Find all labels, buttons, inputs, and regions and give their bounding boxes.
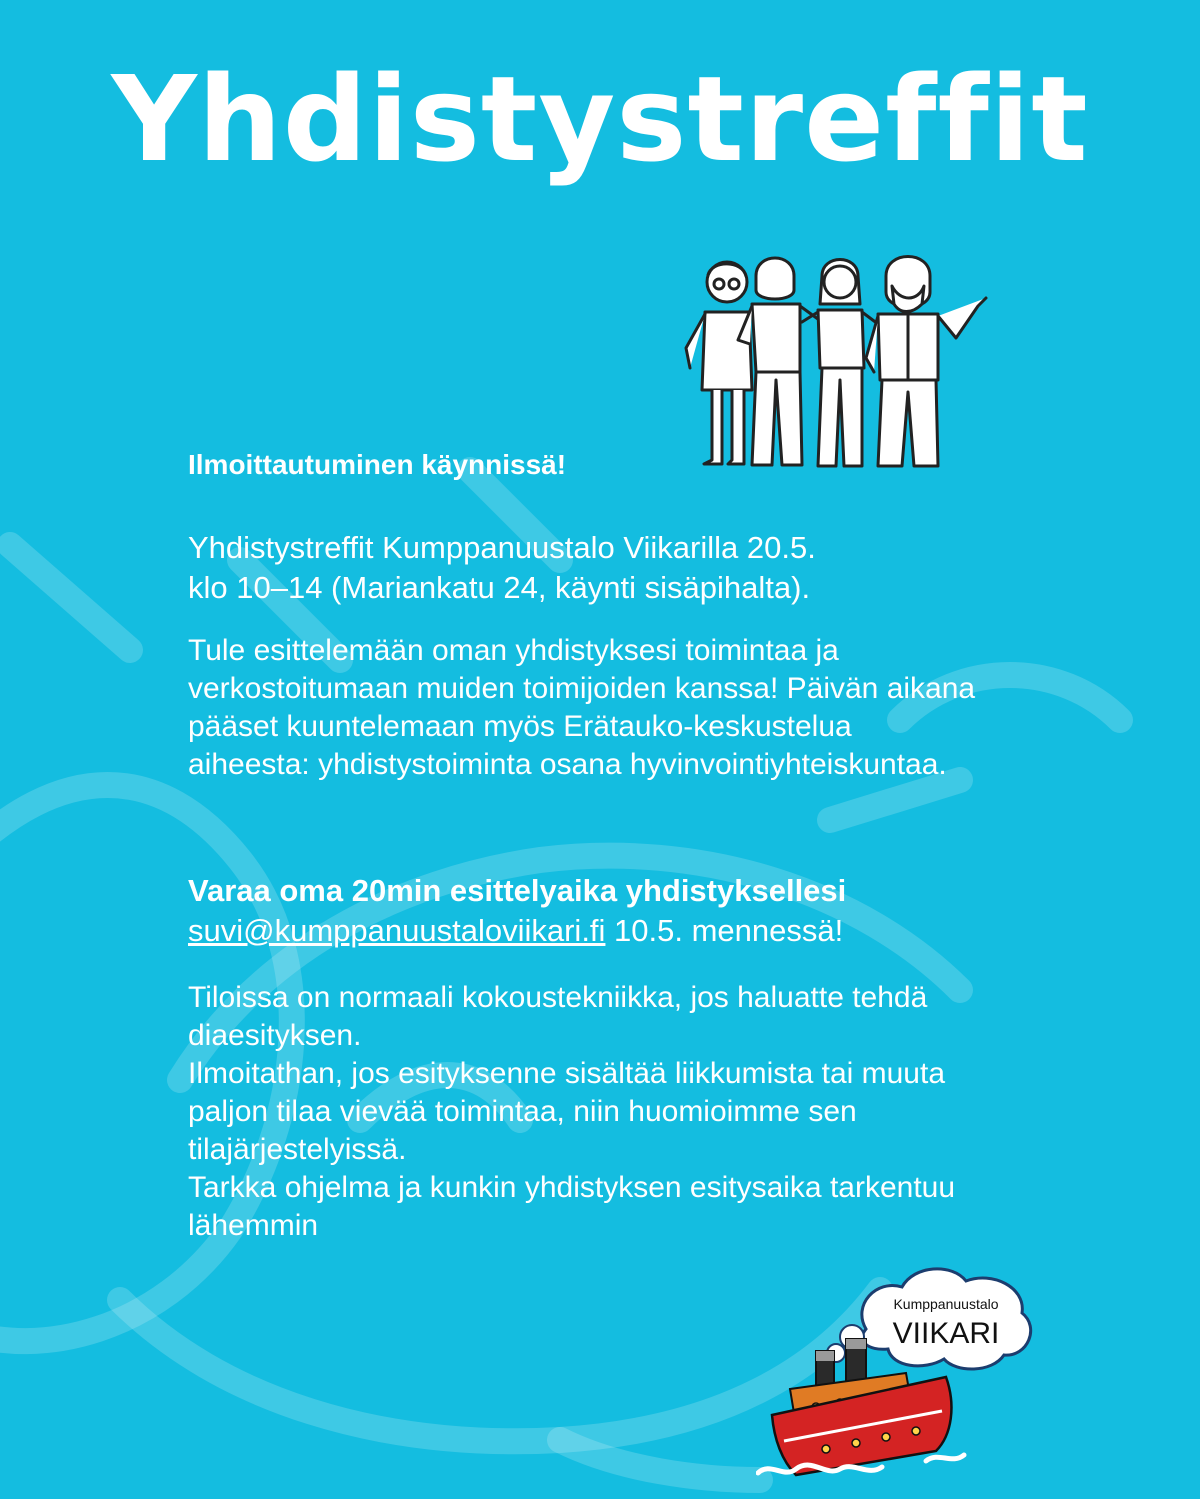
registration-open-heading: Ilmoittautuminen käynnissä! [188, 449, 567, 480]
event-info-line1: Yhdistystreffit Kumppanuustalo Viikarilla 20.5. [188, 530, 816, 565]
details-program: Tarkka ohjelma ja kunkin yhdistyksen esitysaika tarkentuu lähemmin [188, 1171, 956, 1242]
logo-large-text: VIIKARI [892, 1317, 1000, 1350]
viikari-logo [756, 1265, 1040, 1485]
page-title: Yhdistystreffit [111, 50, 1089, 188]
details-paragraph [188, 979, 978, 1245]
logo-small-text: Kumppanuustalo [893, 1296, 999, 1312]
group-of-four-people-icon [672, 240, 994, 476]
booking-deadline: 10.5. mennessä! [605, 913, 844, 948]
details-tech: Tiloissa on normaali kokoustekniikka, jos haluatte tehdä diaesityksen. [188, 981, 928, 1052]
contact-email-link[interactable]: suvi@kumppanuustaloviikari.fi [188, 913, 606, 948]
intro-paragraph: Tule esittelemään oman yhdistyksesi toimintaa ja verkostoitumaan muiden toimijoiden kanssa! Päivän aikana pääset kuuntelemaan myös Erätauko-keskustelua aiheesta: yhdistystoiminta osana hyvinvointiyhteiskuntaa. [188, 634, 976, 781]
booking-call-to-action [188, 871, 978, 951]
details-space: Ilmoitathan, jos esityksenne sisältää liikkumista tai muuta paljon tilaa vievää toimintaa, niin huomioimme sen tilajärjestelyissä. [188, 1057, 946, 1166]
booking-heading: Varaa oma 20min esittelyaika yhdistyksellesi [188, 873, 847, 908]
event-info-line2: klo 10–14 (Mariankatu 24, käynti sisäpihalta). [188, 570, 811, 605]
event-info [188, 528, 978, 608]
